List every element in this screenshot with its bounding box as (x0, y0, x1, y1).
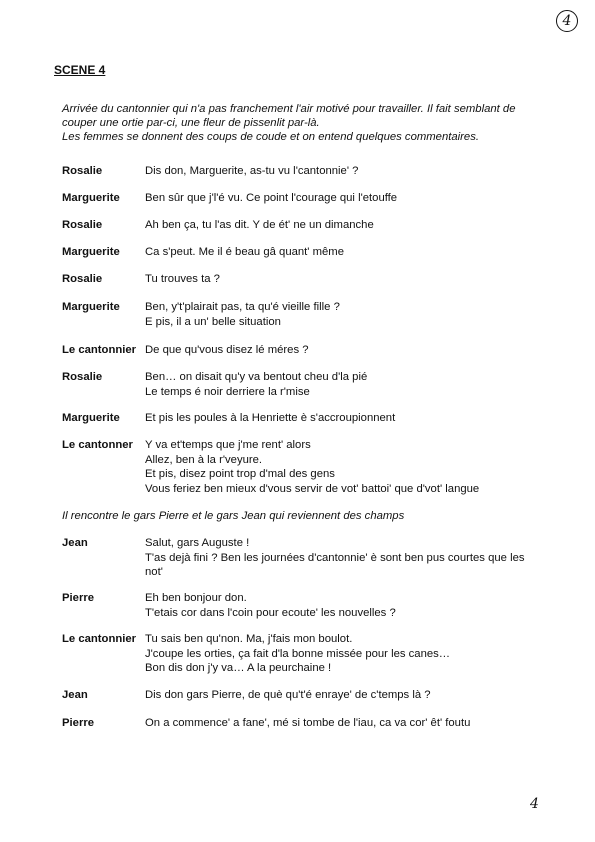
speaker-name: Marguerite (62, 192, 120, 204)
line-text: Tu trouves ta ? (145, 273, 220, 285)
scene-title: SCENE 4 (54, 63, 106, 77)
stage-direction-encounter: Il rencontre le gars Pierre et le gars Jean qui reviennent des champs (62, 510, 405, 522)
line-text: Tu sais ben qu'non. Ma, j'fais mon boulot. (145, 633, 353, 645)
line-text: Y va et'temps que j'me rent' alors (145, 439, 311, 451)
speaker-name: Le cantonner (62, 439, 133, 451)
speaker-name: Marguerite (62, 301, 120, 313)
line-text: J'coupe les orties, ça fait d'la bonne missée pour les canes… (145, 647, 451, 660)
stage-direction-intro: Arrivée du cantonnier qui n'a pas franchement l'air motivé pour travailler. Il fait semblant de couper une ortie par-ci, une fleur de pissenlit par-là. Les femmes se donnent des coups de coude et on entend quelques commentaires. (62, 103, 516, 143)
speaker-name: Jean (62, 689, 88, 701)
page-number-circled: 4 (556, 10, 578, 32)
line-text: Ben sûr que j'l'é vu. Ce point l'courage qui l'etouffe (145, 192, 398, 204)
line-text: Ah ben ça, tu l'as dit. Y de ét' ne un dimanche (145, 219, 374, 231)
speaker-name: Rosalie (62, 371, 103, 383)
speaker-name: Marguerite (62, 246, 120, 258)
line-text: Ca s'peut. Me il é beau gâ quant' même (145, 246, 344, 258)
speaker-name: Pierre (62, 717, 95, 729)
handwritten-page-mark: 4 (530, 796, 539, 812)
speaker-name: Pierre (62, 592, 95, 604)
speaker-name: Rosalie (62, 219, 103, 231)
line-text: Ben, y't'plairait pas, ta qu'é vieille fille ? (145, 301, 340, 313)
speaker-name: Le cantonnier (62, 633, 137, 645)
speaker-name: Rosalie (62, 273, 103, 285)
line-text: Ben… on disait qu'y va bentout cheu d'la pié (145, 371, 368, 383)
line-text: On a commence' a fane', mé si tombe de l'iau, ca va cor' êt' foutu (145, 717, 471, 729)
line-text: Et pis, disez point trop d'mal des gens (145, 468, 335, 480)
line-text: Dis don, Marguerite, as-tu vu l'cantonnie' ? (145, 165, 359, 177)
line-text: Bon dis don j'y va… A la peurchaine ! (145, 662, 332, 674)
line-text: T'etais cor dans l'coin pour ecoute' les nouvelles ? (145, 606, 396, 619)
line-text: Eh ben bonjour don. (145, 592, 247, 604)
line-text: Et pis les poules à la Henriette è s'accroupionnent (145, 412, 396, 424)
line-text: Dis don gars Pierre, de què qu't'é enraye' de c'temps là ? (145, 689, 431, 701)
speaker-name: Jean (62, 537, 88, 549)
line-text: E pis, il a un' belle situation (145, 315, 281, 328)
speaker-name: Marguerite (62, 412, 120, 424)
line-text: Le temps é noir derriere la r'mise (145, 385, 310, 398)
speaker-name: Rosalie (62, 165, 103, 177)
line-text: Vous feriez ben mieux d'vous servir de vot' battoi' que d'vot' langue (145, 482, 480, 495)
line-text: T'as dejà fini ? Ben les journées d'cantonnie' è sont ben pus courtes que les not' (145, 551, 525, 578)
line-text: Allez, ben à la r'veyure. (145, 453, 263, 466)
speaker-name: Le cantonnier (62, 344, 137, 356)
line-text: Salut, gars Auguste ! (145, 537, 250, 549)
line-text: De que qu'vous disez lé méres ? (145, 344, 309, 356)
